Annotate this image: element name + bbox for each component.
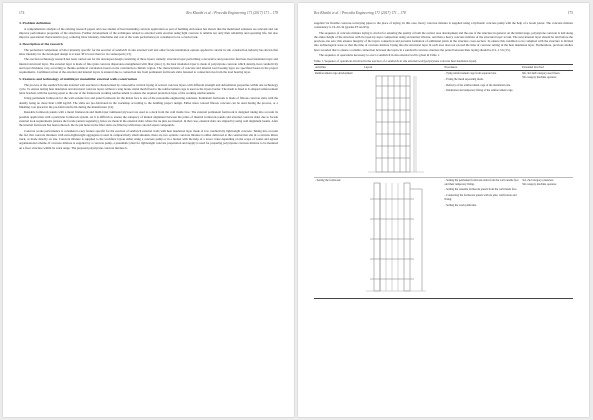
paragraph: The sequence of operations necessary to erect a sandwich in situ external wall is given in Table 1. — [319, 53, 440, 58]
procedure-item: - Setting the reusable formwork panels from the wall inside face. — [444, 188, 518, 192]
right-page — [298, 3, 589, 417]
procedure-list — [444, 72, 520, 93]
procedure-item: - Setting the permanent formwork slabs from the wall outside face and their temporary fixing. — [444, 179, 519, 186]
procedure-item: - Connecting the formwork panels with tie pins; verification and fixing. — [444, 194, 517, 201]
paragraph: The process of the sandwich in situ external wall erection is characterized by consecutive vertical laying of several concrete layers with different strength and deformation properties within one technology cycle. To ensure lasting heat insulation and structural concrete layers without a long break, metal mesh fixed to the reinforcement cage is used as the layers border. The mesh is fixed to U-shaped reinforcement rebar brackets with the spacing equal to the one of the framework working reinforcement to ensure the required protection layer of the working reinforcement. — [19, 82, 278, 96]
table-header: Personnel involved — [521, 65, 573, 71]
running-head — [19, 11, 278, 15]
paragraph: Using permanent formwork for the wall outside face and panel formwork for the inside face is one of the reasonable engineering solutions. Permanent formwork is made of fibrous concrete slabs with the density being no more than 1,900 kg/m3. The slabs are pre-fabricated in the workshop according to the building project design. Either mass colored fibrous concrete can be used during the process, or a finishing coat placed in the pre-fabricated form during the manufacture [14]. — [19, 96, 278, 109]
layout-drawing-cell — [363, 71, 443, 178]
page-number: 174 — [19, 11, 25, 15]
paragraph: The sequence of concrete mixture laying is crucial for ensuring the quality of both the contact area development and the one of the structure in general. At the initial stage, polystyrene concrete is laid along the entire height of the structure with tie layer-by-layer compaction using an internal vibrator, and then a heavy concrete mixture of the structural layer is laid. The next internal layer should be laid before the previous one sets; this ensures integrity of the layers connection and prevents formation of additional joints in the structure cross-section. To ensure this condition to be complied with the structure is divided into technological areas so that the time of concrete mixture laying into the structural layer in each area does not exceed the time of concrete setting in the heat insulation layer. Furthermore, previous studies have revealed that to ensure a reliable connection between the layers in a sandwich concrete structure the period between their laying should be 0.5–1.5 h [15]. — [314, 30, 573, 52]
table-header: Activities — [314, 65, 363, 71]
left-page — [3, 3, 294, 417]
page-body — [314, 21, 573, 409]
table-row — [314, 178, 573, 299]
section-heading: 3. Problem definition — [19, 21, 51, 25]
running-head — [314, 11, 573, 15]
procedure-item: - Setting the work platforms. — [444, 203, 477, 207]
page-number: 175 — [567, 11, 573, 15]
procedure-item: - Delivery of the reinforcement cage of the installation site. — [444, 83, 511, 87]
table-row — [314, 71, 573, 178]
layout-drawing-cell — [363, 178, 443, 299]
section-heading: 5. Features and technology of multilayer monolithic external walls construction — [19, 76, 138, 81]
activity-cell: Reinforcement cage development — [314, 71, 363, 178]
procedure-item: - Fixing the mesh separating mesh. — [444, 77, 484, 81]
personnel-cell: 3rd, 2nd category plasterers. 5th category machine operator. — [521, 178, 573, 299]
section-heading: 4. Description of the research — [19, 41, 63, 46]
table-header: Layout — [363, 65, 443, 71]
personnel-cell: 6th, 3rd skill category steel fixers. 5th category machine operator. — [521, 71, 573, 178]
paragraph: Reusable formwork panels with a metal framework and multi-layer laminated plywood are used as a deck from the wall inside face. The external permanent formwork is designed taking into account its possible application with a particular formwork system. As it is difficult to ensure the adequacy of mutual alignment between the joints of internal formwork panels and external concrete slabs due to facade external look requirements (ensure the facade pattern regularity), holes are made in the external slabs where the tie pins are inserted. In that case, external slabs are aligned by using wall alignment beams. After the internal formwork has been removed, the tie pin holes in the fiber slabs are filled up with mass colored repair compounds. — [19, 110, 278, 128]
journal-citation: Rex Khatibi et al. / Procedia Engineering 171 (2017) 171 – 178 — [186, 11, 278, 15]
procedures-cell — [443, 71, 521, 178]
table-caption: Table 1. Sequence of operations involved in the erection of a sandwich in situ external wall (polystyrene concrete heat insulation layer). — [314, 58, 477, 63]
table-header: Procedures — [443, 65, 521, 71]
procedure-item: - Installation and temporary fixing of the reinforcement cage. — [444, 89, 514, 93]
page-body — [19, 21, 278, 409]
procedures-cell — [443, 178, 521, 299]
journal-citation: Rex Khatibi et al. / Procedia Engineering 171 (2017) 171 – 178 — [314, 11, 406, 15]
paragraph: The performed comparison of labor intensity specific for the erection of sandwich in situ external wall and other facade installation options applied in current in situ construction industry has shown that labor intensity for the developed design is at least 30% lower than for its counterparts [13]. — [19, 47, 278, 56]
paragraph: The erection technology research has been carried out for the developed design consisting of three layers; namely: structural layer performing a decorative and protective function, heat insulation layer and internal structural layer. The external layer is made of fine grain concrete dispersion-strengthened with fiber glass [1], the heat insulation layer is made of polystyrene concrete which density, heat conductivity and layer thickness vary according to thermo-technical calculation based on the construction climatic region. The characteristics of concrete and internal load bearing layer are specified based on the project requirements. Combined action of the external and internal layers is ensured due to connection ties from permanent formwork slabs fastened to connection ties from the load bearing layer. — [19, 57, 278, 75]
document-spread — [3, 3, 590, 417]
paragraph: A comprehensive analysis of the existing research papers and case studies of heat insulating concrete application as part of building enclosures has shown that the mentioned solutions are relevant and can improve performance properties of the structures. Further development of the techniques related to external walls erection using light concrete is reliable not only their reliability and operating life, but also improve operational characteristics (e.g. reducing labor intensity, timeframe and cost of the work performance) is considered to be a crucial task. — [19, 26, 278, 40]
paragraph: supplied via flexible concrete-conveying pipes to the place of laying. In this case, heavy concrete mixture is supplied using a hydraulic concrete pump with the help of a boom placer. The concrete mixture consistency is 16–20 cm (grades P3 and P4). — [314, 21, 573, 30]
procedure-list — [444, 179, 520, 207]
paragraph: Concrete works performance is considered a key feature specific for the erection of sandwich external walls with heat insulation layer made of low conductivity lightweight concrete. Taking into account the fact that concrete mixtures with extra-lightweight aggregates is used in comparatively small amounts, there are two options: concrete mixture is either delivered at the construction site in a concrete mixer truck, or made directly on site. Concrete mixture is supplied to the workflow layout either using a concrete pump or in a bucket with the help of a tower crane depending on the scope of works and agreed organizational scheme. If concrete mixture is supplied by a concrete pump, a pneumatic plant for lightweight concrete preparation and supply is used for preparing polystyrene concrete mixture to be mounted on a floor structure within its work range. The prepared polystyrene concrete mixture is — [19, 128, 278, 150]
reinforcement-cage-drawing — [364, 72, 430, 176]
procedure-item: - Tying reinforcement cage from separate bars. — [444, 72, 497, 75]
operations-table — [314, 64, 573, 299]
formwork-drawing — [364, 179, 430, 297]
activity-cell: - Setting the formwork — [314, 178, 363, 299]
